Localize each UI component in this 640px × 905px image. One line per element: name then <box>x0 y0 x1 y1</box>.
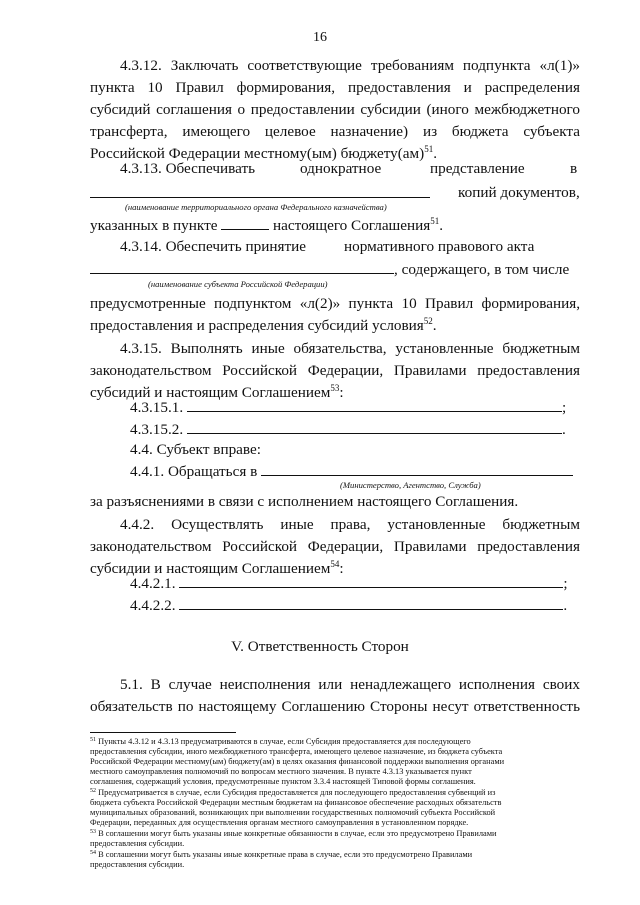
section-v-heading: V. Ответственность Сторон <box>231 638 409 655</box>
blank-ministry[interactable] <box>261 462 573 476</box>
blank-territorial-body[interactable] <box>90 184 430 198</box>
footnote-53-line2: предоставления субсидии. <box>90 839 185 848</box>
p4313-word2: однократное <box>300 160 382 177</box>
item-4-4-2-2: 4.4.2.2. . <box>130 597 568 614</box>
footnote-52-line1: $^{52}$ Предусматривается в случае, если Субсидия предоставляется для последующего предоставления субвенций из <box>90 788 496 797</box>
footnote-52-line3: муниципальных образований, возникающих при выполнении государственных полномочий субъекта Российской <box>90 808 496 817</box>
footnote-ref-52: 52 <box>423 316 433 326</box>
p4314-word2: нормативного правового акта <box>344 238 535 255</box>
footnote-ref-51b: 51 <box>430 216 440 226</box>
p442-line2: законодательством Российской Федерации, Правилами предоставления <box>90 538 580 555</box>
p4313-lead: 4.3.13. Обеспечивать <box>120 160 256 177</box>
p4312-line5: Российской Федерации местному(ым) бюджету(ам)$^{51}$. <box>90 144 437 162</box>
footnote-52-line4: Федерации, переданных для осуществления органам местного самоуправления в установленном порядке. <box>90 818 469 827</box>
p4313-line2-end: копий документов, <box>458 184 580 201</box>
footnote-51-line5: соглашения, содержащий условия, предусмотренные пунктом 3.3.4 настоящей Типовой формы соглашения. <box>90 777 476 786</box>
blank-subject-name[interactable] <box>90 260 394 274</box>
footnote-51-line4: местного самоуправления полномочий по вопросам местного значения. В пункте 4.3.13 указывается пункт <box>90 767 472 776</box>
p4314-lead: 4.3.14. Обеспечить принятие <box>120 238 307 255</box>
blank-4-4-2-1[interactable] <box>179 574 563 588</box>
p44-heading: 4.4. Субъект вправе: <box>130 441 261 458</box>
page-number: 16 <box>313 30 327 45</box>
footnote-53-line1: $^{53}$ В соглашении могут быть указаны иные конкретные обязанности в случае, если это предусмотрено Правилами <box>90 829 497 838</box>
blank-4-3-15-2[interactable] <box>187 420 562 434</box>
p4314-line4: предоставления и распределения субсидий условия$^{52}$. <box>90 316 437 334</box>
p4313-line2 <box>90 184 430 203</box>
footnote-ref-53: 53 <box>330 383 340 393</box>
blank-clause-number[interactable] <box>221 216 269 230</box>
footnote-ref-51: 51 <box>424 144 434 154</box>
footnote-ref-54: 54 <box>330 559 340 569</box>
p4315-line2: законодательством Российской Федерации, Правилами предоставления <box>90 362 580 379</box>
item-4-4-2-1: 4.4.2.1. ; <box>130 575 568 592</box>
p442-line3: субсидии и настоящим Соглашением$^{54}$: <box>90 559 344 577</box>
p4312-line1: 4.3.12. Заключать соответствующие требованиям подпункта «л(1)» <box>120 57 580 74</box>
blank-4-3-15-1[interactable] <box>187 398 562 412</box>
p51-line1: 5.1. В случае неисполнения или ненадлежащего исполнения своих <box>120 676 580 693</box>
footnote-54-line1: $^{54}$ В соглашении могут быть указаны иные конкретные права в случае, если это предусмотрено Правилами <box>90 850 473 859</box>
footnote-54-line2: предоставления субсидии. <box>90 860 185 869</box>
p442-line1: 4.4.2. Осуществлять иные права, установленные бюджетным <box>120 516 580 533</box>
item-4-3-15-1: 4.3.15.1. ; <box>130 399 567 416</box>
p4314-line3: предусмотренные подпунктом «л(2)» пункта 10 Правил формирования, <box>90 295 580 312</box>
p441-line2: за разъяснениями в связи с исполнением настоящего Соглашения. <box>90 493 519 510</box>
blank-4-4-2-2[interactable] <box>179 596 563 610</box>
p4313-word4: в <box>570 160 578 177</box>
p4312-line4: трансферта, имеющего целевое назначение) из бюджета субъекта <box>90 123 580 140</box>
p4312-line3: субсидий соглашения о предоставлении субсидии (иного межбюджетного <box>90 101 580 118</box>
p4314-line2: , содержащего, в том числе <box>90 260 569 279</box>
p4315-line1: 4.3.15. Выполнять иные обязательства, установленные бюджетным <box>120 340 580 357</box>
item-4-3-15-2: 4.3.15.2. . <box>130 421 566 438</box>
p4315-line3: субсидий и настоящим Соглашением$^{53}$: <box>90 383 344 401</box>
p441-line1: 4.4.1. Обращаться в <box>130 462 573 481</box>
p4312-line2: пункта 10 Правил формирования, предоставления и распределения <box>90 79 580 96</box>
p51-line2: обязательств по настоящему Соглашению Стороны несут ответственность <box>90 698 580 715</box>
caption-territorial-body: (наименование территориального органа Федерального казначейства) <box>125 202 387 212</box>
footnote-52-line2: бюджета субъекта Российской Федерации местным бюджетам на финансовое обеспечение расходных обязательств <box>90 798 502 807</box>
footnote-51-line3: Российской Федерации местному(ым) бюджету(ам) в целях оказания финансовой поддержки выполнения органами <box>90 757 505 766</box>
p4313-line3: указанных в пункте настоящего Соглашения$^{51}$. <box>90 216 444 234</box>
footnote-separator <box>90 732 236 733</box>
footnote-51-line2: предоставления субсидии, иного межбюджетного трансферта, имеющего целевое назначение, из бюджета субъекта <box>90 747 503 756</box>
footnote-51-line1: $^{51}$ Пункты 4.3.12 и 4.3.13 предусматриваются в случае, если Субсидия предоставляется для последующего <box>90 737 471 746</box>
caption-ministry: (Министерство, Агентство, Служба) <box>340 480 481 490</box>
caption-subject-name: (наименование субъекта Российской Федерации) <box>148 279 328 289</box>
p4313-word3: представление <box>430 160 525 177</box>
